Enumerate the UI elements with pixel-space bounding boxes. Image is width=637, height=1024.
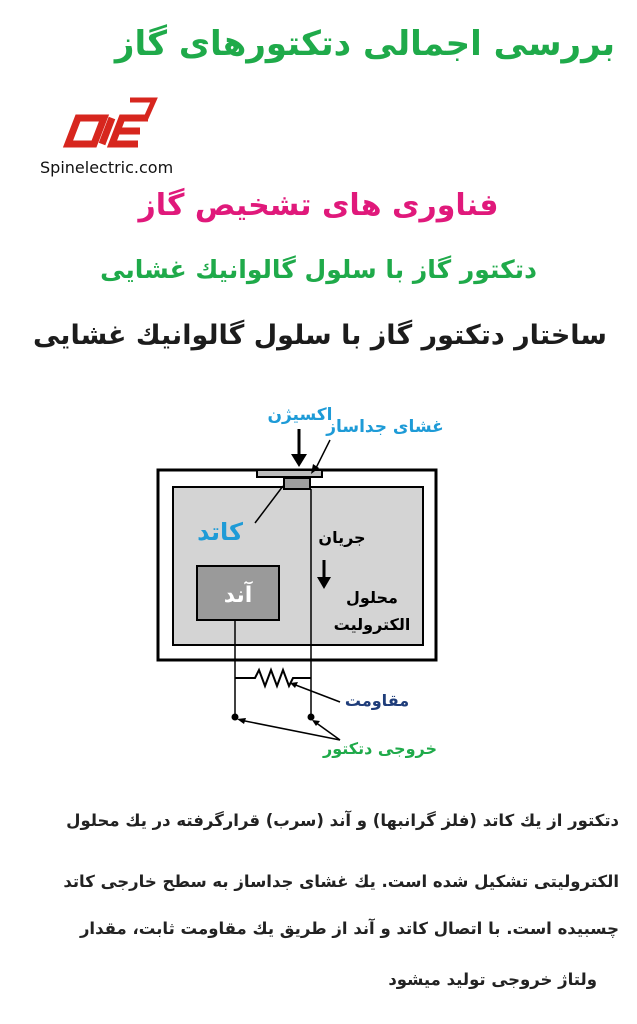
body-line-2: الکترولیتی تشکیل شده است. یك غشای جداساز به سطح خارجی کاتد <box>63 872 619 891</box>
website-url: Spinelectric.com <box>40 158 174 177</box>
body-line-3: چسبیده است. با اتصال کاتد و آند از طریق یك مقاومت ثابت، مقدار <box>79 919 619 938</box>
output-terminal-left <box>232 714 239 721</box>
oxygen-label: اکسیژن <box>267 405 333 425</box>
resistor-label: مقاومت <box>344 691 410 710</box>
electrolyte-label-1: محلول <box>346 588 398 607</box>
output-terminal-right <box>308 714 315 721</box>
membrane-label: غشای جداساز <box>326 417 444 437</box>
anode-label: آند <box>223 583 253 608</box>
oxygen-arrow-head <box>291 454 307 467</box>
section-title: دتکتور گاز با سلول گالوانیك غشایی <box>100 255 537 284</box>
spinelectric-logo <box>60 96 170 152</box>
body-line-1: دتکتور از یك کاتد (فلز گرانبها) و آند (سرب) قرارگرفته در یك محلول <box>66 811 619 830</box>
cathode-block <box>284 478 310 489</box>
output-label: خروجی دتکتور <box>322 739 438 758</box>
subtitle: فناوری های تشخیص گاز <box>138 188 499 223</box>
cathode-label: کاتد <box>197 518 243 546</box>
body-line-4: ولتاژ خروجی تولید میشود <box>388 970 597 989</box>
resistor-symbol <box>235 670 311 686</box>
electrolyte-label-2: الکترولیت <box>333 615 411 634</box>
current-label: جریان <box>318 528 366 547</box>
galvanic-cell-diagram <box>140 390 480 780</box>
subsection-title: ساختار دتکتور گاز با سلول گالوانیك غشایی <box>32 320 607 351</box>
main-title: بررسی اجمالی دتکتورهای گاز <box>114 24 615 64</box>
